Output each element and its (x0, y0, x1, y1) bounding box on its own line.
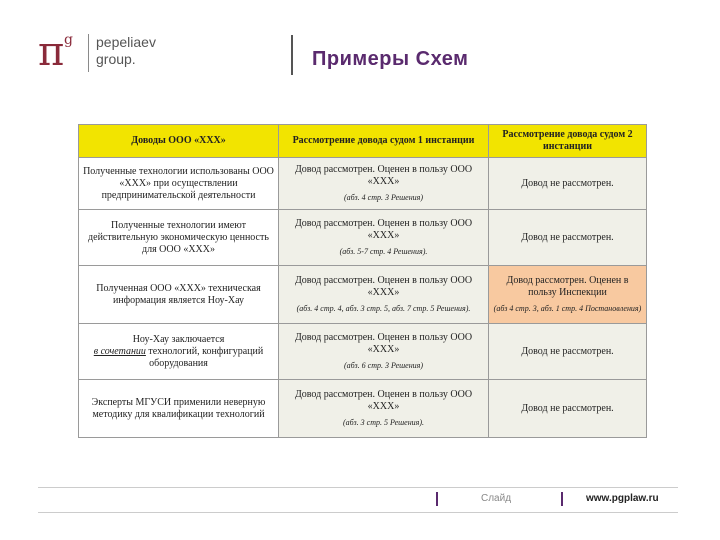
argument-cell: Полученные технологии имеют действительную экономическую ценность для ООО «ХХХ» (79, 210, 279, 266)
footer-divider (436, 492, 438, 506)
table-row (79, 380, 647, 438)
ruling-text: Довод рассмотрен. Оценен в пользу Инспекции (506, 274, 629, 298)
second-instance-cell: Довод не рассмотрен. (489, 324, 647, 380)
argument-cell: Эксперты МГУСИ применили неверную методику для квалификации технологий (79, 380, 279, 438)
logo-line-2: group. (96, 51, 136, 67)
table-row (79, 210, 647, 266)
first-instance-cell (279, 210, 489, 266)
second-instance-cell: Довод не рассмотрен. (489, 158, 647, 210)
logo-line-1: pepeliaev (96, 34, 156, 50)
ruling-text: Довод рассмотрен. Оценен в пользу ООО «ХХХ» (294, 331, 473, 355)
header-first-instance: Рассмотрение довода судом 1 инстанции (279, 125, 489, 158)
citation-note: (абз. 4 стр. 4, абз. 3 стр. 5, абз. 7 стр. 5 Решения). (296, 303, 471, 313)
argument-cell: Полученная ООО «ХХХ» техническая информация является Ноу-Хау (79, 266, 279, 324)
schemes-table (78, 124, 647, 438)
title-divider (291, 35, 293, 75)
table-row (79, 158, 647, 210)
citation-note: (абз. 5-7 стр. 4 Решения). (339, 246, 428, 256)
first-instance-cell (279, 158, 489, 210)
logo-wordmark (96, 34, 156, 68)
ruling-text: Довод рассмотрен. Оценен в пользу ООО «ХХХ» (294, 163, 473, 187)
logo-divider (88, 34, 89, 72)
table-header-row (79, 125, 647, 158)
website-link[interactable]: www.pgplaw.ru (586, 493, 659, 504)
argument-underlined-text: в сочетании (93, 345, 146, 357)
citation-note: (абз 4 стр. 3, абз. 1 стр. 4 Постановления) (493, 303, 642, 313)
table-row (79, 266, 647, 324)
second-instance-cell-highlighted (489, 266, 647, 324)
citation-note: (абз. 6 стр. 3 Решения) (343, 360, 424, 370)
first-instance-cell (279, 380, 489, 438)
header-second-instance: Рассмотрение довода судом 2 инстанции (489, 125, 647, 158)
argument-cell (79, 324, 279, 380)
header-arguments: Доводы ООО «ХХХ» (79, 125, 279, 158)
ruling-text: Довод рассмотрен. Оценен в пользу ООО «ХХХ» (294, 274, 473, 298)
argument-cell: Полученные технологии использованы ООО «ХХХ» при осуществлении предпринимательской деятельности (79, 158, 279, 210)
table-row (79, 324, 647, 380)
citation-note: (абз. 4 стр. 3 Решения) (343, 192, 424, 202)
logo-superscript: g (64, 32, 73, 48)
ruling-text: Довод рассмотрен. Оценен в пользу ООО «ХХХ» (294, 217, 473, 241)
footer-divider (561, 492, 563, 506)
second-instance-cell: Довод не рассмотрен. (489, 380, 647, 438)
first-instance-cell (279, 324, 489, 380)
slide-number-label: Слайд (481, 493, 512, 504)
slide-footer (38, 487, 678, 513)
argument-text-rest: технологий, конфигураций оборудования (148, 345, 264, 369)
first-instance-cell (279, 266, 489, 324)
company-logo (38, 30, 178, 82)
citation-note: (абз. 3 стр. 5 Решения). (342, 417, 425, 427)
logo-pi-symbol: π (38, 29, 65, 75)
argument-text-line1: Ноу-Хау заключается (132, 333, 225, 345)
second-instance-cell: Довод не рассмотрен. (489, 210, 647, 266)
ruling-text: Довод рассмотрен. Оценен в пользу ООО «ХХХ» (294, 388, 473, 412)
slide-title: Примеры Схем (312, 48, 469, 70)
